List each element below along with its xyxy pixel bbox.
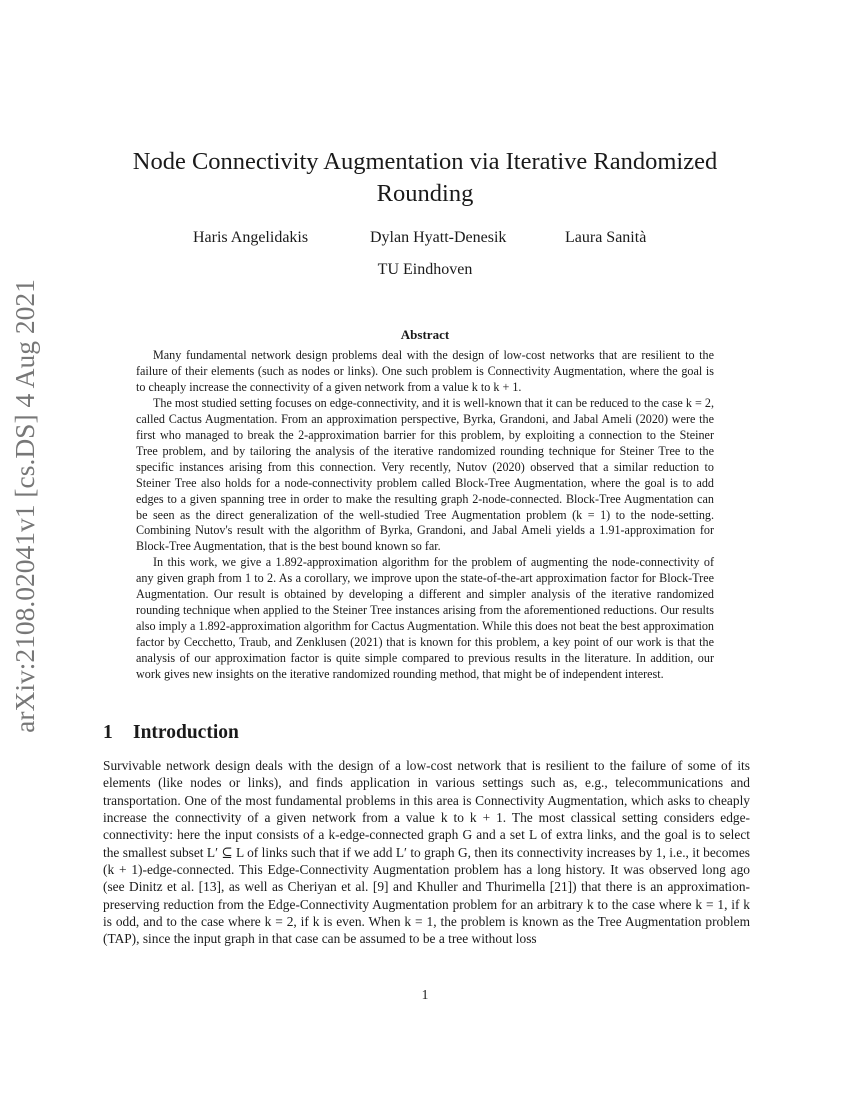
author-name: Laura Sanità [565, 229, 647, 246]
abstract-body [136, 348, 714, 683]
arxiv-identifier-text: arXiv:2108.02041v1 [cs.DS] 4 Aug 2021 [9, 279, 40, 733]
abstract-paragraph: In this work, we give a 1.892-approximation algorithm for the problem of augmenting the node-connectivity of any given graph from 1 to 2. As a corollary, we improve upon the state-of-the-art approximation factor for Block-Tree Augmentation. Our result is obtained by developing a different and simpler analysis of the iterative randomized rounding technique when applied to the Steiner Tree instances arising from the aforementioned reductions. Our results also imply a 1.892-approximation algorithm for Cactus Augmentation. While this does not beat the best approximation factor by Cecchetto, Traub, and Zenklusen (2021) that is known for this problem, a key point of our work is that the analysis of our approximation factor is quite simple compared to previous results in the literature. In addition, our work gives new insights on the iterative randomized rounding method, that might be of independent interest. [136, 555, 714, 682]
page-number: 1 [421, 987, 429, 1002]
abstract-heading: Abstract [400, 327, 450, 342]
section-heading [103, 722, 239, 744]
section-title: Introduction [133, 722, 239, 743]
abstract-paragraph: The most studied setting focuses on edge-connectivity, and it is well-known that it can be reduced to the case k = 2, called Cactus Augmentation. From an approximation perspective, Byrka, Grandoni, and Jabal Ameli (2020) were the first who managed to break the 2-approximation barrier for this problem, by exploiting a connection to the Steiner Tree problem, and by tailoring the analysis of the iterative randomized rounding technique for Steiner Tree to the specific instances arising from this connection. Very recently, Nutov (2020) observed that a similar reduction to Steiner Tree also holds for a node-connectivity problem called Block-Tree Augmentation, where the goal is to add edges to a given spanning tree in order to make the resulting graph 2-node-connected. Block-Tree Augmentation can be seen as the direct generalization of the well-studied Tree Augmentation problem (k = 1) to the node-setting. Combining Nutov's result with the algorithm of Byrka, Grandoni, and Jabal Ameli yields a 1.91-approximation for Block-Tree Augmentation, that is the best bound known so far. [136, 395, 714, 554]
paper-title: Node Connectivity Augmentation via Iterative Randomized Rounding [132, 148, 718, 207]
abstract-paragraph: Many fundamental network design problems deal with the design of low-cost networks that are resilient to the failure of their elements (such as nodes or links). One such problem is Connectivity Augmentation, where the goal is to cheaply increase the connectivity of a given network from a value k to k + 1. [136, 348, 714, 394]
author-name: Haris Angelidakis [193, 229, 309, 246]
section-number: 1 [103, 722, 113, 743]
author-list [0, 229, 850, 249]
introduction-paragraph: Survivable network design deals with the design of a low-cost network that is resilient to the failure of some of its elements (like nodes or links), and finds application in various settings such as, e.g., telecommunications and transportation. One of the most fundamental problems in this area is Connectivity Augmentation, which asks to cheaply increase the connectivity of a given network from a value k to k + 1. The most classical setting considers edge-connectivity: here the input consists of a k-edge-connected graph G and a set L of extra links, and the goal is to select the smallest subset L′ ⊆ L of links such that if we add L′ to graph G, then its connectivity increases by 1, i.e., it becomes (k + 1)-edge-connected. This Edge-Connectivity Augmentation problem has a long history. It was observed long ago (see Dinitz et al. [13], as well as Cheriyan et al. [9] and Khuller and Thurimella [21]) that there is an approximation-preserving reduction from the Edge-Connectivity Augmentation problem for an arbitrary k to the case where k = 1, if k is odd, and to the case where k = 2, if k is even. When k = 1, the problem is known as the Tree Augmentation problem (TAP), since the input graph in that case can be assumed to be a tree without loss [103, 758, 750, 947]
introduction-body [103, 757, 750, 948]
affiliation: TU Eindhoven [377, 261, 473, 278]
author-name: Dylan Hyatt-Denesik [370, 229, 507, 246]
